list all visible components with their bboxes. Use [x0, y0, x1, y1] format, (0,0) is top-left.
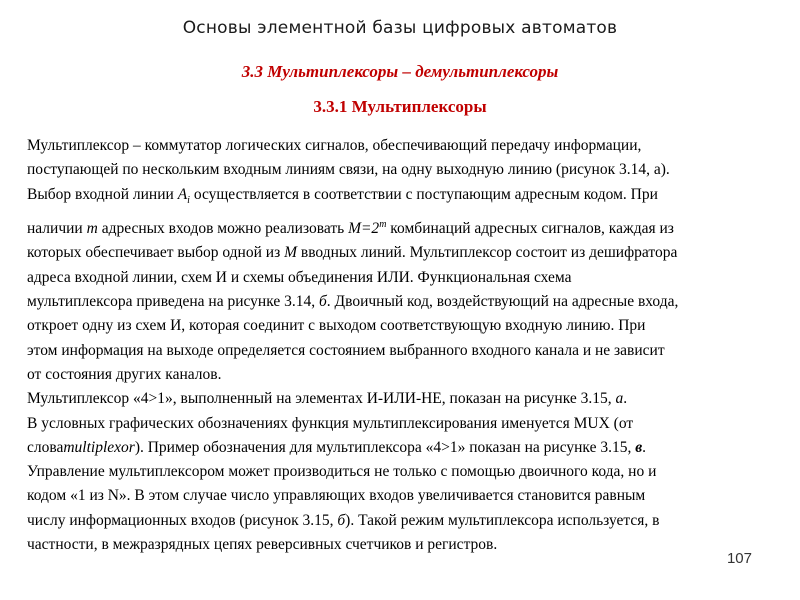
text-line: [27, 213, 787, 241]
page-number: 107: [726, 550, 752, 567]
text-line: [27, 183, 787, 213]
italic-term: multiplexor: [63, 438, 135, 456]
text-line: от состояния других каналов.: [27, 365, 222, 383]
figure-ref: б: [337, 511, 346, 529]
text-fragment: ). Пример обозначения для мультиплексора «4>1» показан на рисунке 3.15,: [134, 438, 636, 456]
text-line: частности, в межразрядных цепях реверсивных счетчиков и регистров.: [27, 536, 498, 553]
formula-superscript: m: [379, 218, 387, 230]
text-line: В условных графических обозначениях функция мультиплексирования именуется MUX (от: [27, 414, 634, 432]
text-line: этом информация на выходе определяется состоянием выбранного входного канала и не зависит: [27, 341, 665, 359]
text-fragment: .: [623, 390, 628, 408]
text-fragment: . Двоичный код, воздействующий на адресные входа,: [326, 293, 679, 311]
text-line: [27, 290, 787, 314]
text-fragment: числу информационных входов (рисунок 3.15,: [27, 511, 338, 529]
figure-ref: а: [615, 390, 624, 408]
text-fragment: адресных входов можно реализовать: [97, 220, 349, 238]
subsection-title: 3.3.1 Мультиплексоры: [313, 97, 487, 116]
section-title: 3.3 Мультиплексоры – демультиплексоры: [241, 62, 559, 81]
text-line: [27, 387, 787, 411]
text-fragment: Мультиплексор «4>1», выполненный на элементах И-ИЛИ-НЕ, показан на рисунке 3.15,: [27, 390, 616, 408]
text-fragment: .: [642, 438, 647, 456]
header-title: Основы элементной базы цифровых автоматов: [182, 18, 618, 38]
text-fragment: вводных линий. Мультиплексор состоит из дешифратора: [297, 244, 678, 262]
text-line: [27, 436, 787, 460]
text-line: откроет одну из схем И, которая соединит с выходом соответствующую входную линию. При: [27, 317, 646, 335]
variable-m: m: [86, 220, 98, 238]
variable-m-upper: M: [284, 244, 297, 262]
text-fragment: комбинаций адресных сигналов, каждая из: [386, 220, 674, 238]
text-line: поступающей по нескольким входным линиям связи, на одну выходную линию (рисунок 3.14, а).: [27, 161, 670, 179]
text-fragment: наличии: [27, 220, 87, 238]
text-fragment: которых обеспечивает выбор одной из: [27, 244, 285, 262]
text-fragment: мультиплексора приведена на рисунке 3.14,: [27, 293, 319, 311]
formula: M=2: [348, 220, 380, 238]
figure-ref: в: [635, 438, 643, 456]
text-line: Управление мультиплексором может производиться не только с помощью двоичного кода, но и: [27, 463, 657, 481]
text-fragment: Выбор входной линии: [27, 185, 178, 203]
text-line: адреса входной линии, схем И и схемы объединения ИЛИ. Функциональная схема: [27, 268, 572, 286]
text-line: Мультиплексор – коммутатор логических сигналов, обеспечивающий передачу информации,: [27, 137, 642, 154]
variable-a: A: [177, 185, 188, 203]
figure-ref: б: [319, 293, 327, 311]
text-fragment: слова: [27, 438, 64, 456]
text-line: [27, 241, 787, 265]
text-line: [27, 509, 787, 533]
body-paragraph: [27, 134, 787, 557]
text-fragment: ). Такой режим мультиплексора используется, в: [345, 511, 660, 529]
variable-subscript: i: [187, 194, 190, 206]
text-fragment: осуществляется в соответствии с поступающим адресным кодом. При: [189, 185, 658, 203]
text-line: кодом «1 из N». В этом случае число управляющих входов увеличивается становится равным: [27, 487, 646, 505]
